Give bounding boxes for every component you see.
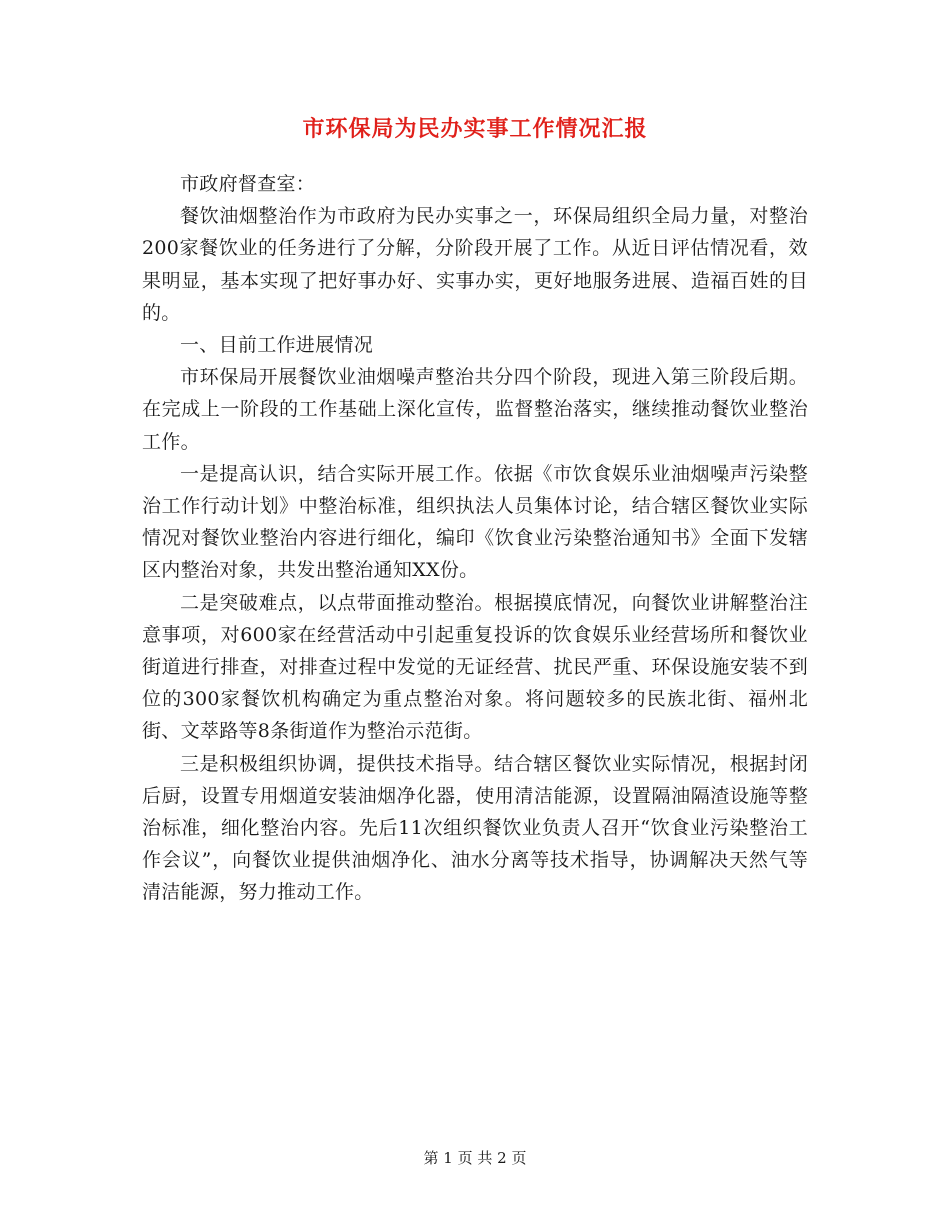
- section-heading: 一、目前工作进展情况: [180, 334, 374, 357]
- paragraph-progress: 市环保局开展餐饮业油烟噪声整治共分四个阶段，现进入第三阶段后期。在完成上一阶段的工作基础上深化宣传，监督整治落实，继续推动餐饮业整治工作。: [142, 366, 808, 453]
- paragraph-intro: 餐饮油烟整治作为市政府为民办实事之一，环保局组织全局力量，对整治200家餐饮业的任务进行了分解，分阶段开展了工作。从近日评估情况看，效果明显，基本实现了把好事办好、实事办实，更好地服务进展、造福百姓的目的。: [142, 205, 808, 324]
- paragraph-point-one: 一是提高认识，结合实际开展工作。依据《市饮食娱乐业油烟噪声污染整治工作行动计划》中整治标准，组织执法人员集体讨论，结合辖区餐饮业实际情况对餐饮业整治内容进行细化，编印《饮食业污染整治通知书》全面下发辖区内整治对象，共发出整治通知XX份。: [142, 462, 808, 582]
- paragraph-point-two: 二是突破难点，以点带面推动整治。根据摸底情况，向餐饮业讲解整治注意事项，对600家在经营活动中引起重复投诉的饮食娱乐业经营场所和餐饮业街道进行排查，对排查过程中发觉的无证经营、扰民严重、环保设施安装不到位的300家餐饮机构确定为重点整治对象。将问题较多的民族北街、福州北街、文萃路等8条街道作为整治示范街。: [142, 591, 808, 743]
- page-number-footer: 第 1 页 共 2 页: [423, 1149, 527, 1167]
- salutation: 市政府督查室：: [180, 173, 316, 195]
- document-title: 市环保局为民办实事工作情况汇报: [302, 116, 648, 142]
- paragraph-point-three: 三是积极组织协调，提供技术指导。结合辖区餐饮业实际情况，根据封闭后厨，设置专用烟道安装油烟净化器，使用清洁能源，设置隔油隔渣设施等整治标准，细化整治内容。先后11次组织餐饮业负责人召开“饮食业污染整治工作会议”，向餐饮业提供油烟净化、油水分离等技术指导，协调解决天然气等清洁能源，努力推动工作。: [142, 752, 808, 904]
- document-body: [142, 168, 808, 909]
